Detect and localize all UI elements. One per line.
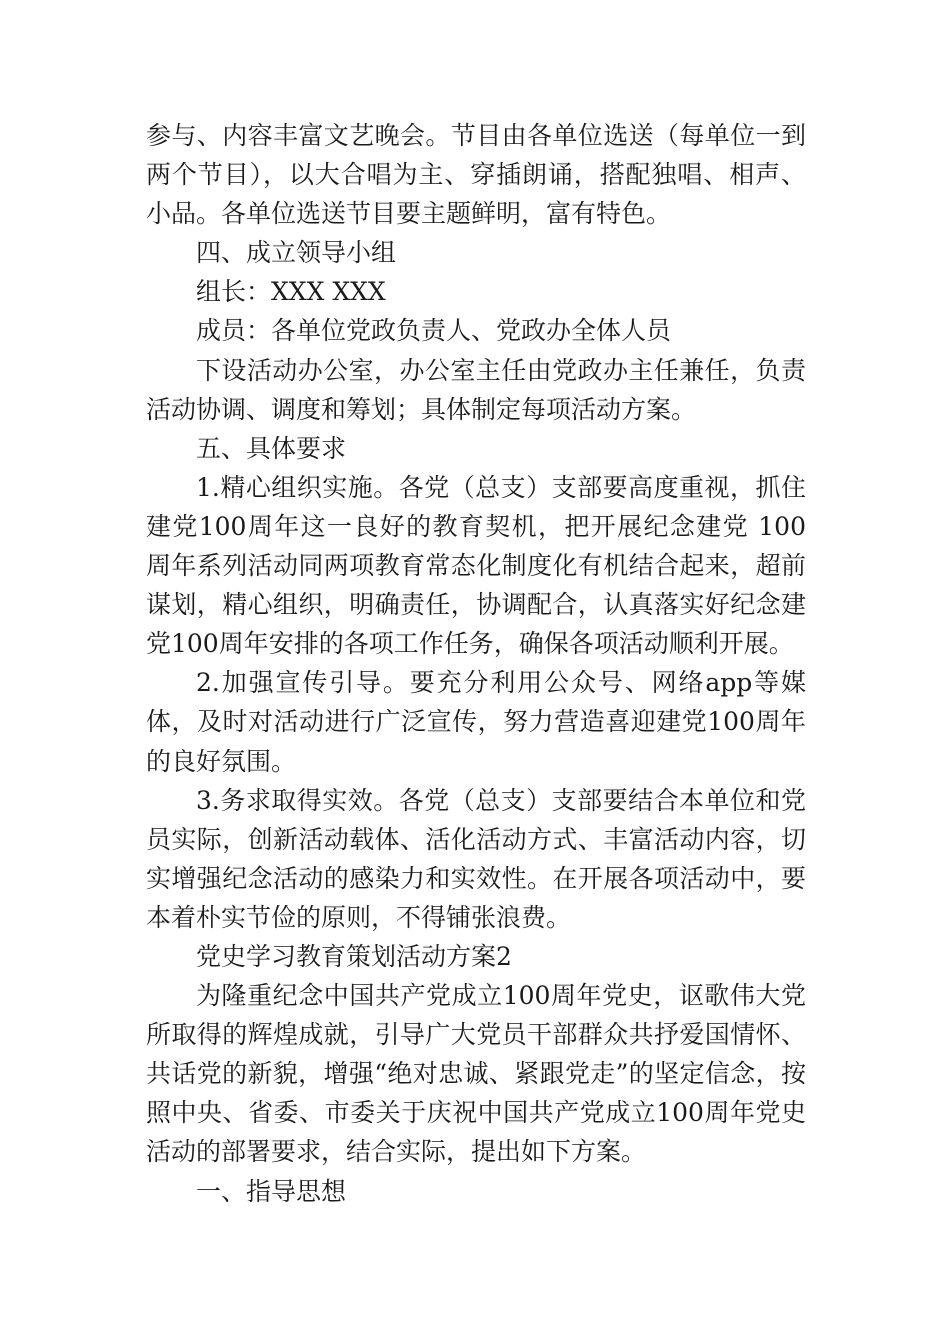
plan-2-title: 党史学习教育策划活动方案2	[196, 941, 512, 971]
requirement-3-paragraph: 3.务求取得实效。各党（总支）支部要结合本单位和党员实际，创新活动载体、活化活动方式、丰富活动内容，切实增强纪念活动的感染力和实效性。在开展各项活动中，要本着朴实节俭的原则，不得铺张浪费。	[146, 785, 806, 932]
requirement-1-paragraph: 1.精心组织实施。各党（总支）支部要高度重视，抓住建党100周年这一良好的教育契机，把开展纪念建党 100 周年系列活动同两项教育常态化制度化有机结合起来，超前谋划，精心组织，明确责任，协调配合，认真落实好纪念建党100周年安排的各项工作任务，确保各项活动顺利开展。	[146, 472, 806, 659]
plan-2-intro-paragraph: 为隆重纪念中国共产党成立100周年党史，讴歌伟大党所取得的辉煌成就，引导广大党员干部群众共抒爱国情怀、共话党的新貌，增强“绝对忠诚、紧跟党走”的坚定信念，按照中央、省委、市委关于庆祝中国共产党成立100周年党史活动的部署要求，结合实际，提出如下方案。	[146, 981, 806, 1167]
section-heading-guiding-ideology: 一、指导思想	[196, 1176, 347, 1206]
group-leader-line: 组长：XXX XXX	[196, 277, 386, 307]
requirement-2-paragraph: 2.加强宣传引导。要充分利用公众号、网络app等媒体，及时对活动进行广泛宣传，努力营造喜迎建党100周年的良好氛围。	[146, 668, 806, 776]
paragraph-continuation: 参与、内容丰富文艺晚会。节目由各单位选送（每单位一到两个节目），以大合唱为主、穿插朗诵，搭配独唱、相声、小品。各单位选送节目要主题鲜明，富有特色。	[146, 121, 806, 229]
document-body	[146, 116, 806, 1211]
section-heading-leadership-group: 四、成立领导小组	[196, 238, 397, 268]
group-members-line: 成员：各单位党政负责人、党政办全体人员	[196, 316, 672, 346]
section-heading-requirements: 五、具体要求	[196, 433, 347, 463]
activity-office-paragraph: 下设活动办公室，办公室主任由党政办主任兼任，负责活动协调、调度和筹划；具体制定每项活动方案。	[146, 355, 806, 424]
